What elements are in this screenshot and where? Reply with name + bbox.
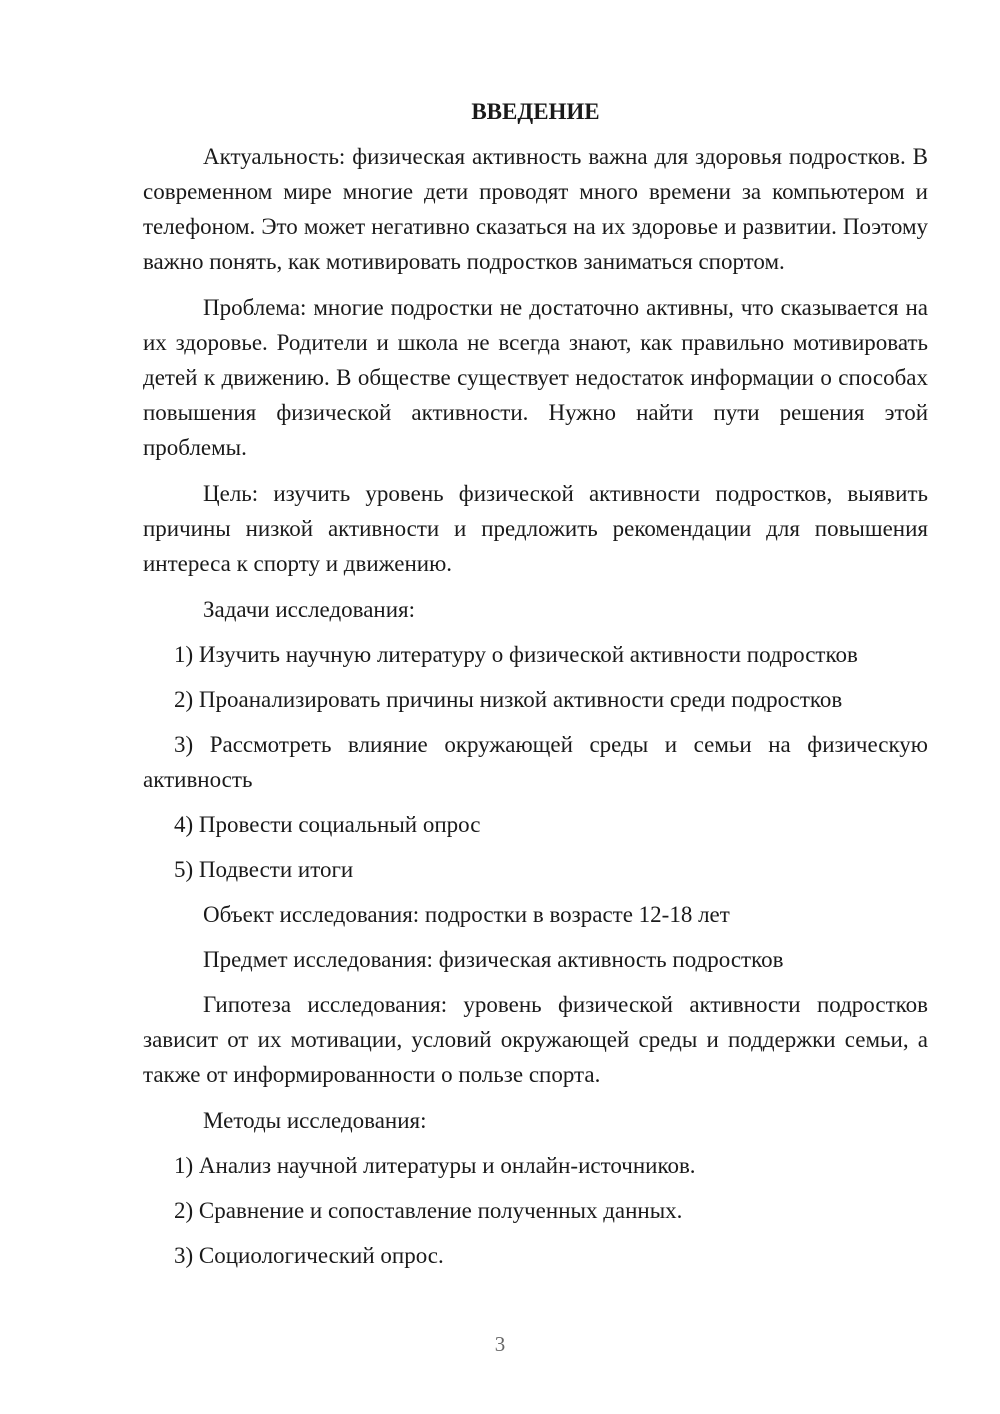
task-item: 5) Подвести итоги <box>174 857 354 882</box>
goal-paragraph: Цель: изучить уровень физической активности подростков, выявить причины низкой активности и предложить рекомендации для повышения интереса к спорту и движению. <box>143 481 928 576</box>
method-item: 1) Анализ научной литературы и онлайн-источников. <box>174 1153 696 1178</box>
task-item: 4) Провести социальный опрос <box>174 812 481 837</box>
method-item: 3) Социологический опрос. <box>174 1243 444 1268</box>
subject-paragraph: Предмет исследования: физическая активность подростков <box>203 947 784 972</box>
page-number: 3 <box>494 1332 506 1356</box>
object-paragraph: Объект исследования: подростки в возрасте 12-18 лет <box>203 902 730 927</box>
problem-paragraph: Проблема: многие подростки не достаточно активны, что сказывается на их здоровье. Родители и школа не всегда знают, как правильно мотивировать детей к движению. В обществе существует недостаток информации о способах повышения физической активности. Нужно найти пути решения этой проблемы. <box>143 295 928 460</box>
method-item: 2) Сравнение и сопоставление полученных данных. <box>174 1198 683 1223</box>
methods-label: Методы исследования: <box>203 1108 427 1133</box>
hypothesis-paragraph: Гипотеза исследования: уровень физической активности подростков зависит от их мотивации, условий окружающей среды и поддержки семьи, а также от информированности о пользе спорта. <box>143 992 928 1087</box>
section-title: ВВЕДЕНИЕ <box>471 99 600 124</box>
relevance-paragraph: Актуальность: физическая активность важна для здоровья подростков. В современном мире многие дети проводят много времени за компьютером и телефоном. Это может негативно сказаться на их здоровье и развитии. Поэтому важно понять, как мотивировать подростков заниматься спортом. <box>143 144 928 274</box>
task-item: 2) Проанализировать причины низкой активности среди подростков <box>174 687 843 712</box>
page-content <box>143 94 928 1283</box>
task-item: 1) Изучить научную литературу о физической активности подростков <box>174 642 858 667</box>
tasks-label: Задачи исследования: <box>203 597 416 622</box>
task-item: 3) Рассмотреть влияние окружающей среды и семьи на физическую активность <box>143 732 928 792</box>
